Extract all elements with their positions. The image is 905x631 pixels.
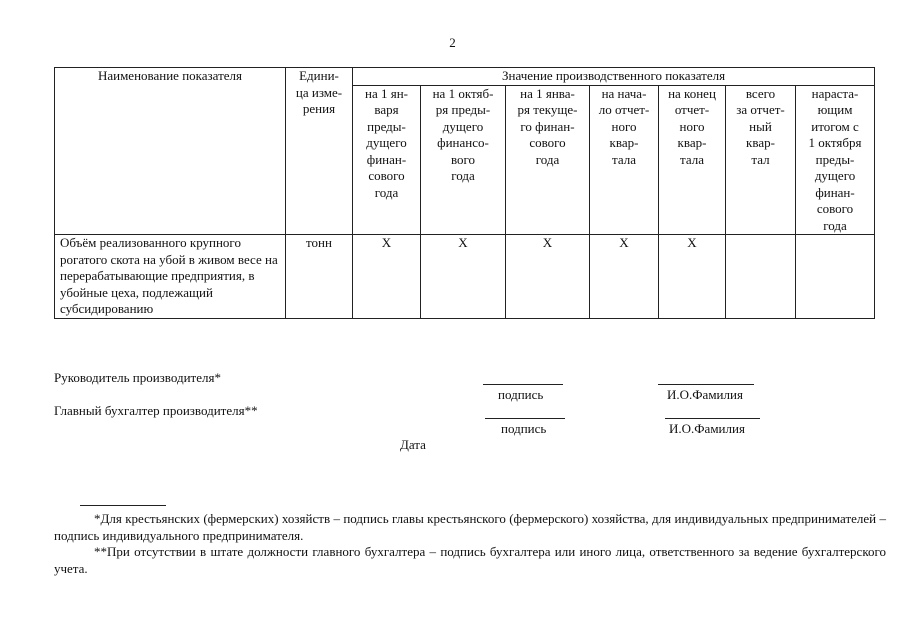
subheader-jan-current-year: на 1 янва- ря текуще- го финан- сового года [506,85,590,235]
date-label: Дата [400,437,426,452]
head-signature-line[interactable] [483,384,563,385]
header-indicator-name: Наименование показателя [55,68,286,235]
head-name-line[interactable] [658,384,754,385]
accountant-signature-line[interactable] [485,418,565,419]
subheader-quarter-start: на нача- ло отчет- ного квар- тала [590,85,659,235]
subheader-oct-prev-year: на 1 октяб- ря преды- дущего финансо- вого года [421,85,506,235]
subheader-quarter-total: всего за отчет- ный квар- тал [726,85,796,235]
accountant-label: Главный бухгалтер производителя** [54,403,258,418]
accountant-name-line[interactable] [665,418,760,419]
row-value-quarter-total[interactable] [726,235,796,319]
accountant-name-caption: И.О.Фамилия [669,421,745,436]
row-value-cumulative[interactable] [796,235,875,319]
indicator-table [54,67,875,319]
accountant-signature-caption: подпись [501,421,547,436]
head-label: Руководитель производителя* [54,370,221,385]
footnote-first-text: *Для крестьянских (фермерских) хозяйств – подпись главы крестьянского (фермерского) хозяйства, для индивидуальных предпринимателей – подпись индивидуального предпринимателя. [54,511,886,543]
header-value-group: Значение производственного показателя [353,68,875,86]
row-value-quarter-start: X [590,235,659,319]
subheader-quarter-end: на конец отчет- ного квар- тала [659,85,726,235]
footnote-second [54,544,886,577]
row-value-jan-current-year: X [506,235,590,319]
footnote-separator [80,505,166,506]
row-value-jan-prev-year: X [353,235,421,319]
head-name-caption: И.О.Фамилия [667,387,743,402]
subheader-cumulative: нараста- ющим итогом с 1 октября преды- дущего финан- сового года [796,85,875,235]
row-value-quarter-end: X [659,235,726,319]
page-number: 2 [449,35,456,50]
header-unit: Едини- ца изме- рения [286,68,353,235]
table-row [55,235,875,319]
row-unit: тонн [286,235,353,319]
row-indicator-name: Объём реализованного крупного рогатого скота на убой в живом весе на перерабатывающие предприятия, в убойные цеха, подлежащий субсидированию [55,235,286,319]
head-signature-caption: подпись [498,387,544,402]
subheader-jan-prev-year: на 1 ян- варя преды- дущего финан- сового года [353,85,421,235]
footnote-first [54,511,886,544]
row-value-oct-prev-year: X [421,235,506,319]
footnote-second-text: **При отсутствии в штате должности главного бухгалтера – подпись бухгалтера или иного лица, ответственного за ведение бухгалтерского учета. [54,544,886,576]
